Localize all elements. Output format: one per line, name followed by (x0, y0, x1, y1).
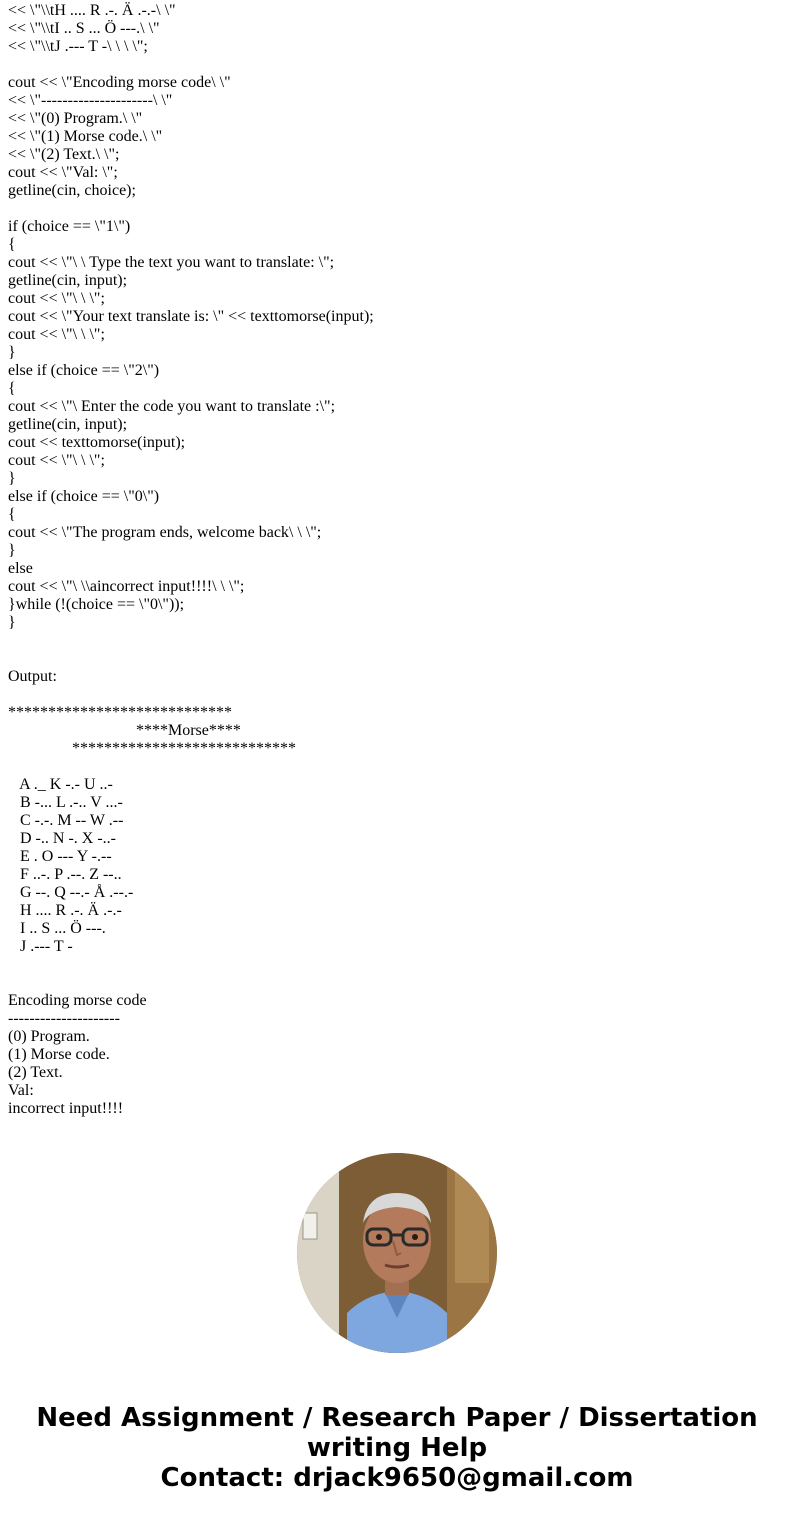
code-line: } (8, 614, 16, 631)
output-banner (8, 704, 788, 758)
code-line: getline(cin, input); (8, 272, 128, 289)
code-line: << \"\\tH .... R .-. Ä .-.-\ \" (8, 2, 176, 19)
code-line: << \"---------------------\ \" (8, 92, 173, 109)
code-line: cout << \"\ \ Type the text you want to translate: \"; (8, 254, 335, 271)
code-line: } (8, 470, 16, 487)
morse-row: C -.-. M -- W .-- (8, 812, 124, 829)
code-line: } (8, 344, 16, 361)
code-line: cout << \"Your text translate is: \" << texttomorse(input); (8, 308, 374, 325)
code-line: << \"(2) Text.\ \"; (8, 146, 120, 163)
code-line: << \"\\tI .. S ... Ö ---.\ \" (8, 20, 160, 37)
morse-row: A ._ K -.- U ..- (8, 776, 113, 793)
code-line: else (8, 560, 33, 577)
author-avatar (297, 1153, 497, 1353)
output-line: (0) Program. (8, 1028, 90, 1045)
code-line: else if (choice == \"0\") (8, 488, 160, 505)
output-label: Output: (8, 668, 57, 685)
code-line: << \"(1) Morse code.\ \" (8, 128, 163, 145)
code-line: cout << \"\ \ \"; (8, 290, 105, 307)
footer-contact-banner (0, 1403, 794, 1493)
code-line: if (choice == \"1\") (8, 218, 131, 235)
code-top-block (8, 2, 788, 56)
code-logic-block (8, 218, 788, 632)
banner-title: ****Morse**** (8, 722, 241, 739)
morse-row: E . O --- Y -.-- (8, 848, 112, 865)
code-line: cout << \"\ \ \"; (8, 452, 105, 469)
code-menu-block (8, 74, 788, 200)
output-line: (1) Morse code. (8, 1046, 110, 1063)
code-line: { (8, 380, 16, 397)
code-line: << \"\\tJ .--- T -\ \ \ \"; (8, 38, 148, 55)
footer-contact-email: Contact: drjack9650@gmail.com (160, 1463, 634, 1493)
morse-table (8, 776, 788, 956)
code-line: else if (choice == \"2\") (8, 362, 160, 379)
morse-row: D -.. N -. X -..- (8, 830, 116, 847)
code-line: << \"(0) Program.\ \" (8, 110, 143, 127)
banner-stars-bottom: **************************** (8, 740, 296, 757)
morse-row: H .... R .-. Ä .-.- (8, 902, 122, 919)
code-line: }while (!(choice == \"0\")); (8, 596, 185, 613)
code-line: cout << \"\ \ \"; (8, 326, 105, 343)
code-line: } (8, 542, 16, 559)
code-line: cout << texttomorse(input); (8, 434, 186, 451)
code-line: cout << \"\ Enter the code you want to translate :\"; (8, 398, 336, 415)
morse-row: F ..-. P .--. Z --.. (8, 866, 122, 883)
output-menu (8, 992, 788, 1118)
footer-line-1: Need Assignment / Research Paper / Dissertation (36, 1403, 758, 1433)
morse-row: B -... L .-.. V ...- (8, 794, 123, 811)
code-line: cout << \"The program ends, welcome back\ \ \"; (8, 524, 322, 541)
code-line: getline(cin, input); (8, 416, 128, 433)
morse-row: J .--- T - (8, 938, 73, 955)
output-line: incorrect input!!!! (8, 1100, 124, 1117)
output-line: Encoding morse code (8, 992, 147, 1009)
banner-stars-top: **************************** (8, 704, 232, 721)
code-line: cout << \"\ \\aincorrect input!!!!\ \ \"; (8, 578, 245, 595)
output-line: Val: (8, 1082, 34, 1099)
code-line: { (8, 236, 16, 253)
code-line: cout << \"Val: \"; (8, 164, 118, 181)
code-line: { (8, 506, 16, 523)
output-line: --------------------- (8, 1010, 120, 1027)
code-line: getline(cin, choice); (8, 182, 136, 199)
morse-row: G --. Q --.- Å .--.- (8, 884, 134, 901)
output-line: (2) Text. (8, 1064, 63, 1081)
morse-row: I .. S ... Ö ---. (8, 920, 106, 937)
document-body (8, 2, 788, 1118)
footer-line-2: writing Help (306, 1433, 488, 1463)
code-line: cout << \"Encoding morse code\ \" (8, 74, 231, 91)
